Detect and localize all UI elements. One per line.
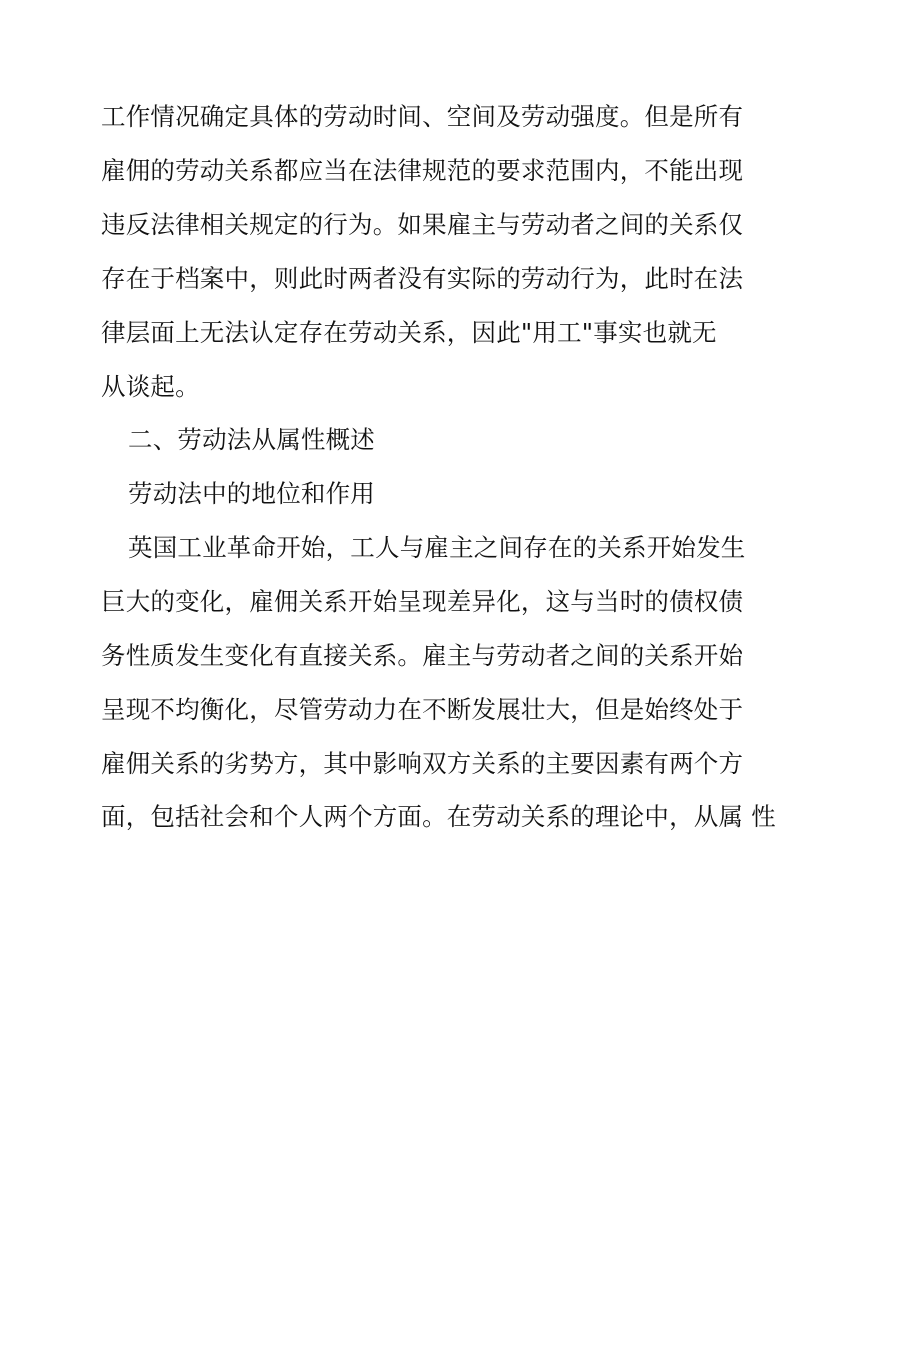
paragraph-line: 务性质发生变化有直接关系。雇主与劳动者之间的关系开始	[101, 641, 744, 670]
paragraph-line: 呈现不均衡化，尽管劳动力在不断发展壮大，但是始终处于	[101, 695, 744, 724]
section-heading: 二、劳动法从属性概述	[128, 425, 375, 454]
subsection-heading: 劳动法中的地位和作用	[128, 479, 375, 508]
paragraph-line: 从谈起。	[101, 372, 200, 401]
paragraph-line: 律层面上无法认定存在劳动关系，因此"用工"事实也就无	[101, 318, 717, 347]
paragraph-line: 英国工业革命开始，工人与雇主之间存在的关系开始发生	[128, 533, 746, 562]
paragraph-line: 存在于档案中，则此时两者没有实际的劳动行为，此时在法	[101, 264, 744, 293]
paragraph-line: 违反法律相关规定的行为。如果雇主与劳动者之间的关系仅	[101, 210, 744, 239]
paragraph-line: 面，包括社会和个人两个方面。在劳动关系的理论中，从属 性	[101, 802, 776, 831]
paragraph-line: 雇佣的劳动关系都应当在法律规范的要求范围内，不能出现	[101, 156, 744, 185]
paragraph-line: 雇佣关系的劣势方，其中影响双方关系的主要因素有两个方	[101, 749, 744, 778]
paragraph-line: 工作情况确定具体的劳动时间、空间及劳动强度。但是所有	[101, 102, 744, 131]
paragraph-line: 巨大的变化，雇佣关系开始呈现差异化，这与当时的债权债	[101, 587, 744, 616]
